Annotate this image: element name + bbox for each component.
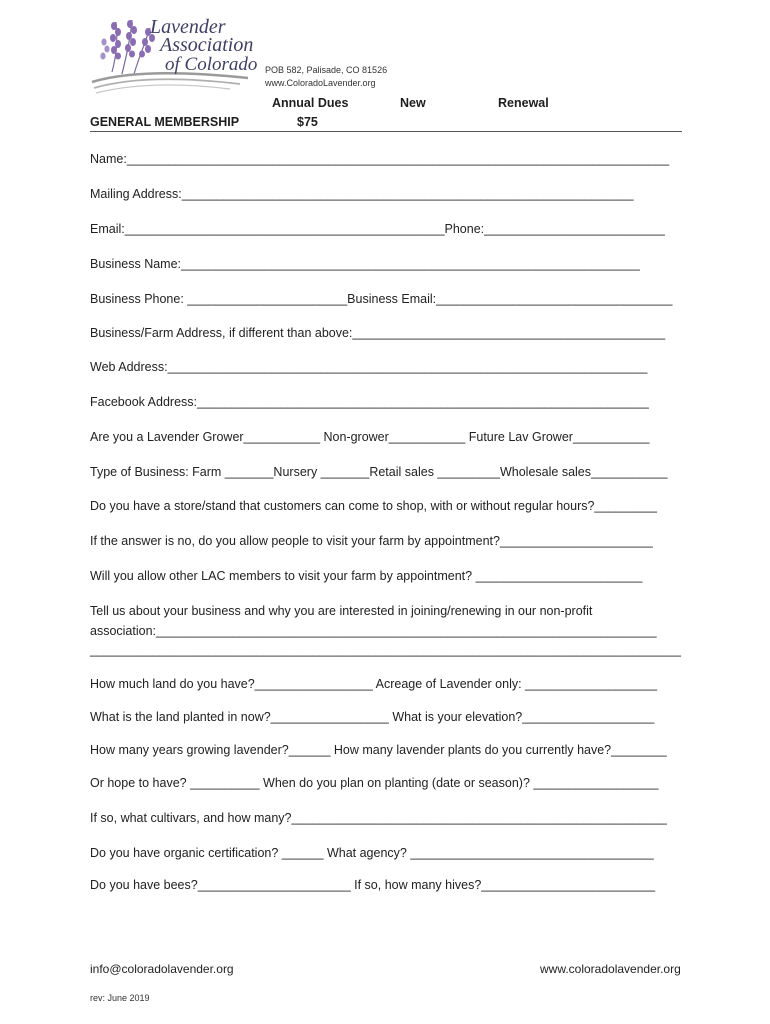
logo-line-2: Association [160, 34, 254, 56]
field-business-phone-email[interactable]: Business Phone: _______________________Business Email:__________________________________ [90, 292, 673, 306]
field-association-answer[interactable]: association:________________________________________________________________________ [90, 624, 657, 638]
field-mailing-address[interactable]: Mailing Address:_________________________________________________________________ [90, 187, 634, 201]
annual-dues-label: Annual Dues [272, 96, 349, 110]
field-business-name[interactable]: Business Name:__________________________________________________________________ [90, 257, 640, 271]
field-business-type[interactable]: Type of Business: Farm _______Nursery _______Retail sales _________Wholesale sales___________ [90, 465, 668, 479]
field-hope-planting[interactable]: Or hope to have? __________ When do you plan on planting (date or season)? __________________ [90, 776, 659, 790]
footer-email[interactable]: info@coloradolavender.org [90, 962, 234, 976]
renewal-label: Renewal [498, 96, 549, 110]
logo-line-3: of Colorado [165, 54, 258, 75]
new-label: New [400, 96, 426, 110]
field-name[interactable]: Name:______________________________________________________________________________ [90, 152, 670, 166]
field-organic-certification[interactable]: Do you have organic certification? ______ What agency? ___________________________________ [90, 846, 654, 860]
header-divider [90, 131, 682, 132]
field-grower-type[interactable]: Are you a Lavender Grower___________ Non-grower___________ Future Lav Grower___________ [90, 430, 650, 444]
form-title: GENERAL MEMBERSHIP [90, 115, 240, 129]
address-line-1: POB 582, Palisade, CO 81526 [265, 65, 388, 75]
field-farm-address[interactable]: Business/Farm Address, if different than above:_____________________________________________ [90, 326, 666, 340]
field-web-address[interactable]: Web Address:_____________________________________________________________________ [90, 360, 648, 374]
field-years-plants[interactable]: How many years growing lavender?______ How many lavender plants do you currently have?________ [90, 743, 667, 757]
field-tell-us-prompt: Tell us about your business and why you are interested in joining/renewing in our non-profit [90, 604, 593, 618]
field-cultivars[interactable]: If so, what cultivars, and how many?______________________________________________________ [90, 811, 667, 825]
field-visit-by-appointment[interactable]: If the answer is no, do you allow people to visit your farm by appointment?______________________ [90, 534, 653, 548]
field-land-planted-elevation[interactable]: What is the land planted in now?_________________ What is your elevation?___________________ [90, 710, 655, 724]
footer-website[interactable]: www.coloradolavender.org [540, 962, 681, 976]
address-line-2: www.ColoradoLavender.org [265, 78, 376, 88]
field-lac-member-visits[interactable]: Will you allow other LAC members to visit your farm by appointment? ________________________ [90, 569, 643, 583]
field-bees-hives[interactable]: Do you have bees?______________________ If so, how many hives?_________________________ [90, 878, 656, 892]
field-store-stand[interactable]: Do you have a store/stand that customers can come to shop, with or without regular hours?_________ [90, 499, 657, 513]
field-answer-continuation[interactable]: _____________________________________________________________________________________ [90, 643, 681, 657]
field-email-phone[interactable]: Email:______________________________________________Phone:__________________________ [90, 222, 665, 236]
organization-address [265, 64, 387, 90]
field-facebook-address[interactable]: Facebook Address:_________________________________________________________________ [90, 395, 649, 409]
logo-line-1: Lavender [150, 16, 226, 38]
annual-dues-value: $75 [297, 115, 318, 129]
field-land-acreage[interactable]: How much land do you have?_________________ Acreage of Lavender only: ___________________ [90, 677, 658, 691]
revision-note: rev: June 2019 [90, 993, 150, 1003]
